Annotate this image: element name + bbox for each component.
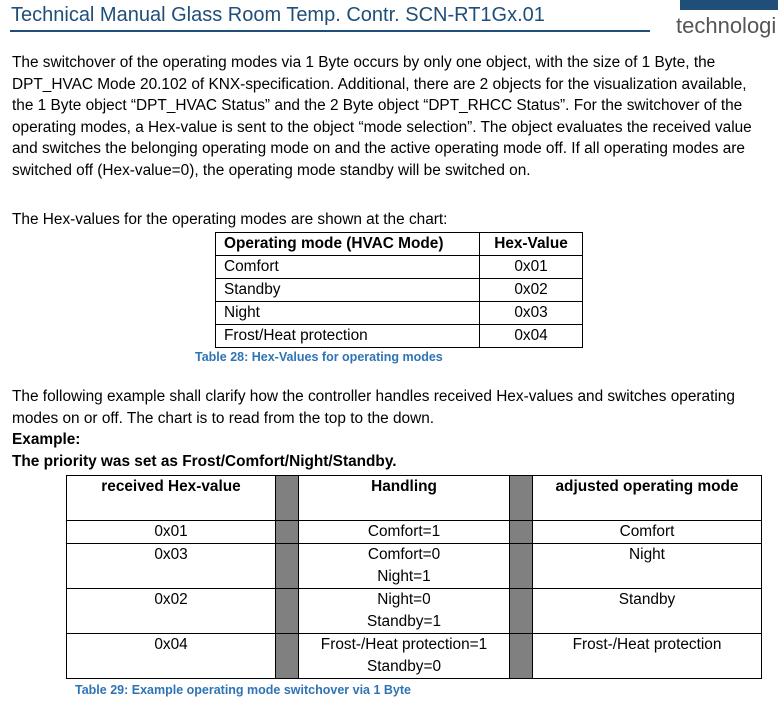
gray-separator: [510, 634, 533, 679]
handling-line: Standby=1: [366, 613, 442, 630]
gray-separator: [510, 476, 533, 521]
gray-separator: [276, 521, 299, 544]
mode-cell: Standby: [216, 279, 480, 302]
table-header-row: [67, 476, 762, 521]
company-logo: [664, 0, 778, 46]
table-row: [67, 544, 762, 589]
gray-separator: [276, 589, 299, 634]
gray-separator: [510, 521, 533, 544]
table-row: [216, 256, 583, 279]
chart-intro: The Hex-values for the operating modes are shown at the chart:: [12, 211, 448, 228]
adjusted-mode-cell: Frost-/Heat protection: [533, 634, 762, 679]
table-row: [216, 325, 583, 348]
table-row: [67, 521, 762, 544]
gray-separator: [510, 589, 533, 634]
handling-cell: [299, 521, 510, 544]
handling-cell: [299, 634, 510, 679]
table-28-caption: Table 28: Hex-Values for operating modes: [195, 350, 443, 364]
logo-text: technologi: [676, 13, 777, 38]
col-header-handling: Handling: [299, 476, 510, 521]
handling-line: Night=0: [377, 591, 431, 608]
intro-paragraph: The switchover of the operating modes via 1 Byte occurs by only one object, with the size of 1 Byte, the DPT_HVAC Mode 20.102 of KNX-specification. Additional, there are 2 objects for the visualization available, the 1 Byte object “DPT_HVAC Status” and the 2 Byte object “DPT_RHCC Status”. For the switchover of the operating modes, a Hex-value is sent to the object “mode selection”. The object evaluates the received value and switches the belonging operating mode on and the active operating mode off. If all operating modes are switched off (Hex-value=0), the operating mode standby will be switched on.: [12, 54, 752, 179]
priority-line: The priority was set as Frost/Comfort/Night/Standby.: [12, 452, 397, 470]
hex-cell: 0x04: [480, 325, 583, 348]
example-label: Example:: [12, 431, 81, 448]
handling-line: Comfort=0: [367, 546, 441, 563]
gray-separator: [510, 544, 533, 589]
adjusted-mode-cell: Comfort: [533, 521, 762, 544]
received-hex-cell: 0x04: [67, 634, 276, 679]
received-hex-cell: 0x03: [67, 544, 276, 589]
example-paragraph: The following example shall clarify how the controller handles received Hex-values and switches operating modes on or off. The chart is to read from the top to the down.: [12, 388, 735, 427]
gray-separator: [276, 544, 299, 589]
header-rule: [10, 30, 650, 32]
hex-cell: 0x01: [480, 256, 583, 279]
table-row: [67, 589, 762, 634]
switchover-example-table: [66, 475, 762, 679]
handling-line: Comfort=1: [367, 523, 441, 540]
received-hex-cell: 0x01: [67, 521, 276, 544]
mode-cell: Night: [216, 302, 480, 325]
adjusted-mode-cell: Standby: [533, 589, 762, 634]
handling-line: Standby=0: [366, 658, 442, 675]
table-29-caption: Table 29: Example operating mode switchover via 1 Byte: [75, 683, 411, 697]
col-header-mode: Operating mode (HVAC Mode): [216, 233, 480, 256]
document-title: Technical Manual Glass Room Temp. Contr. SCN-RT1Gx.01: [11, 4, 545, 26]
hex-cell: 0x03: [480, 302, 583, 325]
col-header-hex: Hex-Value: [480, 233, 583, 256]
handling-line: Frost-/Heat protection=1: [320, 636, 488, 653]
example-section: [12, 386, 768, 472]
col-header-received: received Hex-value: [67, 476, 276, 521]
handling-line: Night=1: [377, 568, 431, 585]
gray-separator: [276, 634, 299, 679]
logo-bar: [680, 0, 778, 10]
mode-cell: Comfort: [216, 256, 480, 279]
mode-cell: Frost/Heat protection: [216, 325, 480, 348]
table-row: [67, 634, 762, 679]
table-row: [216, 279, 583, 302]
table-header-row: [216, 233, 583, 256]
hex-cell: 0x02: [480, 279, 583, 302]
handling-cell: [299, 544, 510, 589]
gray-separator: [276, 476, 299, 521]
hex-values-table: [215, 232, 583, 348]
table-row: [216, 302, 583, 325]
page-header: [0, 0, 778, 40]
handling-cell: [299, 589, 510, 634]
col-header-adjusted: adjusted operating mode: [533, 476, 762, 521]
adjusted-mode-cell: Night: [533, 544, 762, 589]
received-hex-cell: 0x02: [67, 589, 276, 634]
